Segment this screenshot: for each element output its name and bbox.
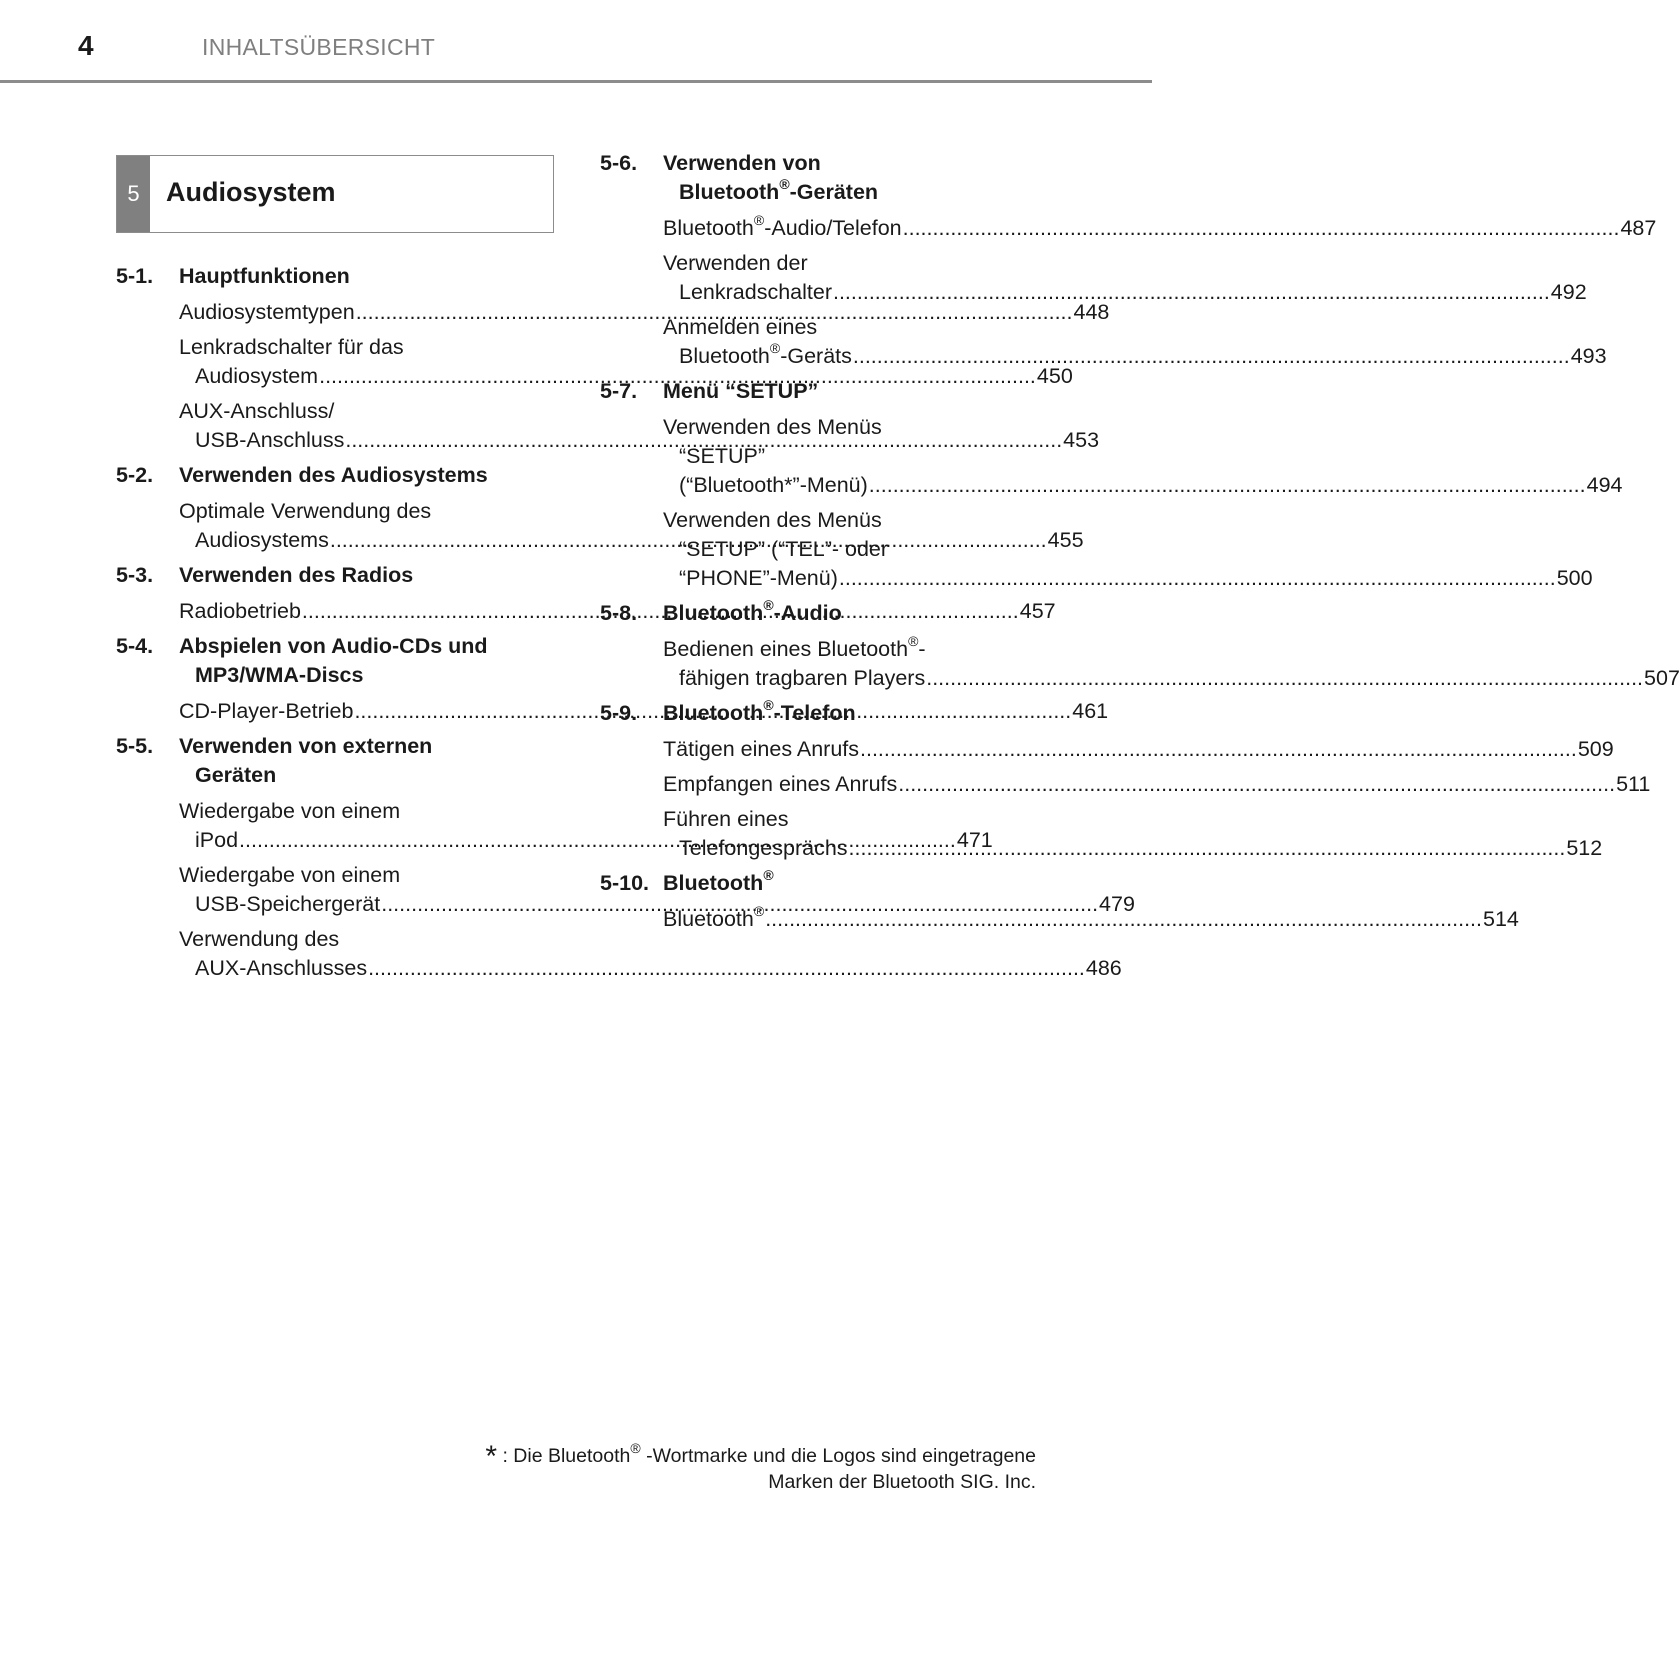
entry-text-line: Verwendung des	[179, 927, 340, 951]
leader-dots	[853, 344, 1570, 368]
entry-title: Tätigen eines Anrufs	[663, 737, 860, 761]
entry-last-line	[663, 735, 1614, 764]
page-reference[interactable]: 493	[1570, 344, 1607, 368]
toc-section	[116, 732, 538, 790]
leader-dots	[903, 216, 1620, 240]
section-title-line: Bluetooth®-Telefon	[663, 696, 856, 725]
entry-title: fähigen tragbaren Players	[679, 666, 926, 690]
section-title	[179, 561, 538, 590]
toc-section	[116, 262, 538, 291]
entry-last-line	[663, 564, 1593, 593]
leader-dots	[869, 473, 1586, 497]
entry-title: iPod	[195, 828, 239, 852]
page-number: 4	[78, 30, 94, 61]
page-reference[interactable]: 512	[1566, 836, 1603, 860]
entry-title: CD-Player-Betrieb	[179, 699, 354, 723]
page-reference[interactable]: 453	[1063, 428, 1100, 452]
section-title-line: Verwenden von externen	[179, 734, 433, 758]
entry-title: AUX-Anschlusses	[195, 956, 368, 980]
entry-text-line: “SETUP” (“TEL”- oder	[679, 537, 889, 561]
entry-last-line	[663, 664, 1680, 693]
page-reference[interactable]: 507	[1644, 666, 1680, 690]
page-reference[interactable]: 450	[1036, 364, 1073, 388]
leader-dots	[849, 836, 1566, 860]
page-reference[interactable]: 471	[956, 828, 993, 852]
section-title-line: Verwenden von	[663, 151, 821, 175]
entry-text-line: Führen eines	[663, 807, 789, 831]
section-title	[663, 696, 1022, 728]
section-title-line: Menü “SETUP”	[663, 379, 819, 403]
page-reference[interactable]: 461	[1072, 699, 1109, 723]
chapter-number: 5	[117, 156, 150, 232]
entry-title: “PHONE”-Menü)	[679, 566, 838, 590]
entry-text-line: Wiedergabe von einem	[179, 799, 401, 823]
section-title-line: Hauptfunktionen	[179, 264, 350, 288]
entry-text-line: Verwenden der	[663, 251, 808, 275]
entry-title: Bluetooth®	[663, 902, 765, 931]
section-title	[663, 866, 1022, 898]
entry-last-line	[663, 211, 1657, 243]
entry-text-line: “SETUP”	[679, 444, 765, 468]
toc-section	[600, 866, 1022, 898]
section-number: 5-10.	[600, 871, 650, 895]
page-reference[interactable]: 457	[1019, 599, 1056, 623]
section-number: 5-7.	[600, 379, 638, 403]
entry-title: Bluetooth®-Audio/Telefon	[663, 211, 902, 240]
section-number: 5-8.	[600, 601, 638, 625]
section-title	[179, 262, 538, 291]
toc-section	[600, 377, 1022, 406]
entry-text-line: AUX-Anschluss/	[179, 399, 335, 423]
section-title	[179, 732, 538, 790]
section-title	[663, 149, 1022, 207]
section-title-line: Bluetooth®	[663, 866, 774, 895]
footnote	[440, 1440, 1036, 1495]
section-title	[179, 632, 538, 690]
toc-section	[116, 461, 538, 490]
entry-title: Telefongesprächs	[679, 836, 848, 860]
toc-entry[interactable]	[663, 313, 1607, 371]
section-title	[663, 377, 1022, 406]
leader-dots	[765, 907, 1482, 931]
toc-entry[interactable]	[663, 211, 1657, 243]
entry-last-line	[663, 278, 1587, 307]
section-number: 5-4.	[116, 634, 154, 658]
section-title-line: Verwenden des Radios	[179, 563, 414, 587]
entry-text-line: Optimale Verwendung des	[179, 499, 432, 523]
entry-text-line: Wiedergabe von einem	[179, 863, 401, 887]
page-reference[interactable]: 494	[1586, 473, 1623, 497]
toc-entry[interactable]	[663, 735, 1614, 764]
entry-title: Audiosystemtypen	[179, 300, 355, 324]
section-number: 5-2.	[116, 463, 154, 487]
entry-text-line: Anmelden eines	[663, 315, 818, 339]
section-title-line: Abspielen von Audio-CDs und	[179, 634, 488, 658]
section-title-line: Verwenden des Audiosystems	[179, 463, 488, 487]
page-reference[interactable]: 509	[1577, 737, 1614, 761]
toc-entry[interactable]	[663, 632, 1680, 693]
section-title-line: Geräten	[195, 763, 277, 787]
entry-last-line	[663, 471, 1623, 500]
entry-title: Empfangen eines Anrufs	[663, 772, 898, 796]
page-reference[interactable]: 479	[1099, 892, 1135, 916]
header-title: INHALTSÜBERSICHT	[202, 34, 436, 60]
section-number: 5-5.	[116, 734, 154, 758]
toc-section	[600, 596, 1022, 628]
entry-title: USB-Speichergerät	[195, 892, 381, 916]
page-reference[interactable]: 511	[1616, 772, 1651, 796]
toc-entry[interactable]	[179, 925, 1122, 983]
chapter-title: Audiosystem	[166, 177, 336, 207]
section-number: 5-9.	[600, 701, 638, 725]
section-title-line: Bluetooth®-Geräten	[679, 175, 879, 204]
toc-entry[interactable]	[663, 805, 1603, 863]
section-number: 5-1.	[116, 264, 154, 288]
section-title-line: Bluetooth®-Audio	[663, 596, 842, 625]
section-title	[179, 461, 538, 490]
section-title-line: MP3/WMA-Discs	[195, 663, 364, 687]
entry-title: Lenkradschalter	[679, 280, 832, 304]
entry-last-line	[663, 834, 1603, 863]
footnote-line-1: : Die Bluetooth® -Wortmarke und die Logos sind eingetragene	[502, 1439, 1036, 1467]
leader-dots	[898, 772, 1615, 796]
page-reference[interactable]: 448	[1073, 300, 1110, 324]
toc-entry[interactable]	[663, 770, 1651, 799]
footnote-marker: *	[485, 1440, 498, 1473]
toc-section	[116, 561, 538, 590]
entry-text-line: Lenkradschalter für das	[179, 335, 404, 359]
entry-last-line	[179, 954, 1122, 983]
toc-section	[600, 149, 1022, 207]
entry-title: Bluetooth®-Geräts	[679, 339, 852, 368]
leader-dots	[368, 956, 1085, 980]
entry-title: Audiosystems	[195, 528, 329, 552]
toc-entry[interactable]	[663, 249, 1587, 307]
toc-section	[116, 632, 538, 690]
section-number: 5-3.	[116, 563, 154, 587]
leader-dots	[839, 566, 1556, 590]
entry-title: Audiosystem	[195, 364, 319, 388]
leader-dots	[833, 280, 1550, 304]
leader-dots	[926, 666, 1643, 690]
page-reference[interactable]: 514	[1483, 907, 1519, 931]
page-reference[interactable]: 487	[1620, 216, 1657, 240]
page-reference[interactable]: 455	[1047, 528, 1084, 552]
leader-dots	[860, 737, 1577, 761]
entry-title: (“Bluetooth*”-Menü)	[679, 473, 868, 497]
page-reference[interactable]: 492	[1550, 280, 1587, 304]
page-reference[interactable]: 486	[1085, 956, 1122, 980]
section-title	[663, 596, 1022, 628]
entry-last-line	[663, 339, 1607, 371]
section-number: 5-6.	[600, 151, 638, 175]
footnote-line-2: Marken der Bluetooth SIG. Inc.	[768, 1471, 1036, 1493]
entry-title: USB-Anschluss	[195, 428, 345, 452]
entry-text-line: Bedienen eines Bluetooth®-	[663, 632, 926, 661]
chapter-box	[116, 155, 554, 233]
entry-text-line: Verwenden des Menüs	[663, 415, 882, 439]
page-reference[interactable]: 500	[1556, 566, 1593, 590]
entry-title: Radiobetrieb	[179, 599, 301, 623]
toc-section	[600, 696, 1022, 728]
entry-text-line: Verwenden des Menüs	[663, 508, 882, 532]
entry-last-line	[663, 770, 1651, 799]
page-header	[0, 0, 1152, 83]
